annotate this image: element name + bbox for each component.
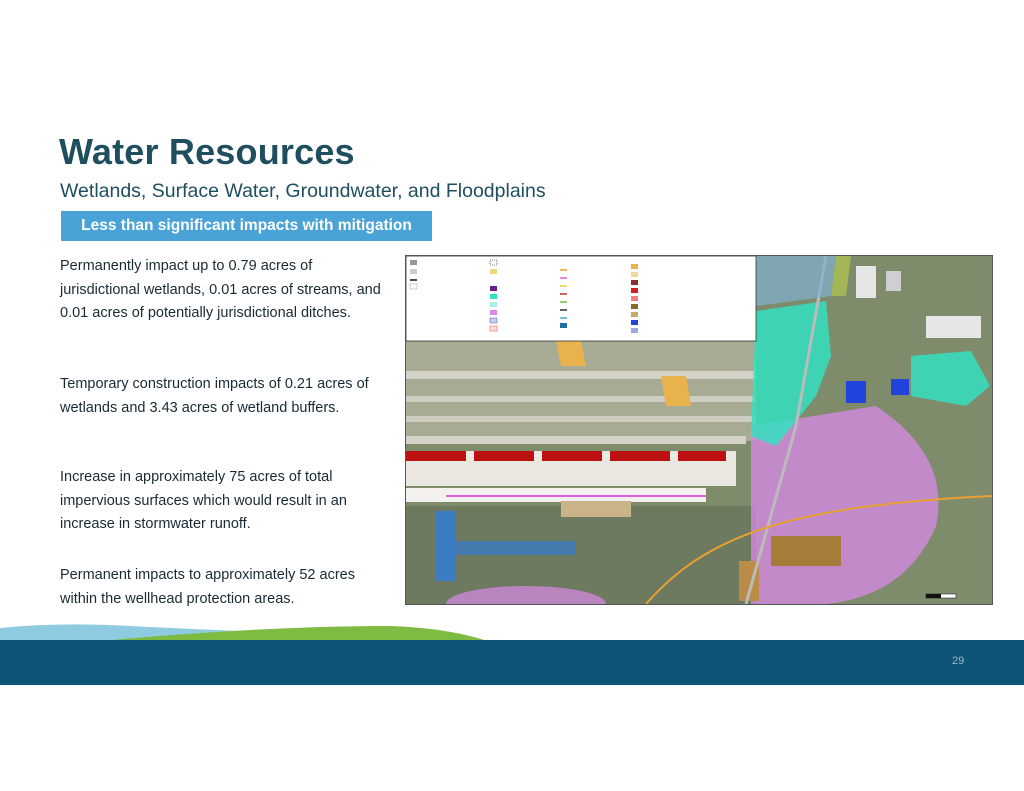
- airport-aerial-image: [406, 256, 992, 604]
- slide-title: Water Resources: [59, 131, 355, 172]
- impact-level-badge: Less than significant impacts with mitigation: [61, 211, 432, 241]
- impact-paragraph-2: Temporary construction impacts of 0.21 acres of wetlands and 3.43 acres of wetland buffers.: [60, 376, 369, 416]
- slide-subtitle: Wetlands, Surface Water, Groundwater, and Floodplains: [60, 180, 546, 202]
- impact-paragraph-4: Permanent impacts to approximately 52 acres within the wellhead protection areas.: [60, 567, 355, 607]
- impact-paragraph-1: Permanently impact up to 0.79 acres of jurisdictional wetlands, 0.01 acres of streams, and 0.01 acres of potentially jurisdictional ditches.: [60, 258, 381, 321]
- footer-band: [0, 640, 1024, 685]
- footer-swoosh: [0, 620, 1024, 642]
- impact-paragraph-3: Increase in approximately 75 acres of total impervious surfaces which would result in an increase in stormwater runoff.: [60, 469, 347, 532]
- page-number: 29: [952, 655, 965, 667]
- airport-impact-map: [405, 255, 993, 605]
